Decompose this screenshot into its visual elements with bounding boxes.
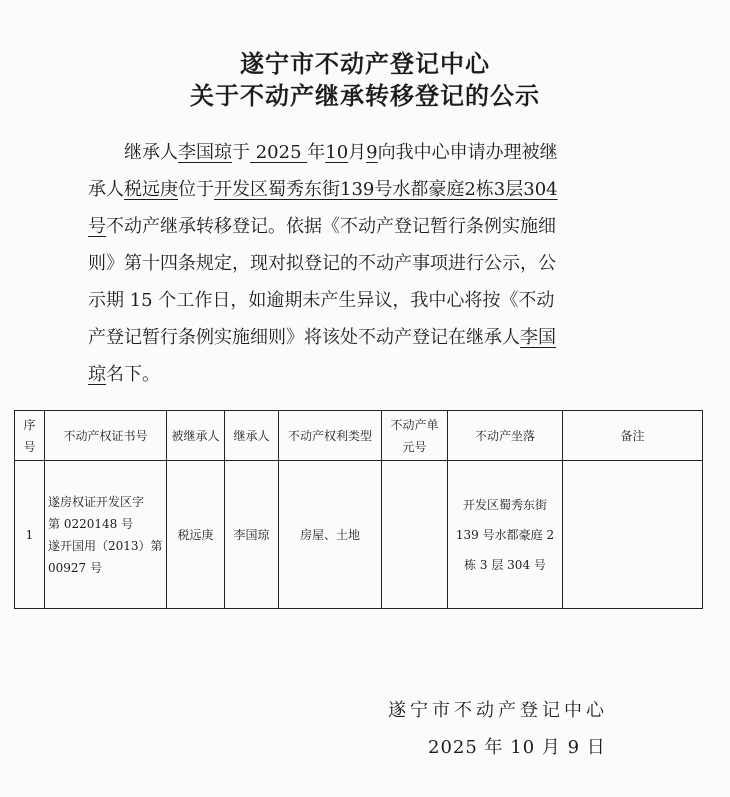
deceased-name: 税远庚 [124, 179, 178, 200]
cell-location: 开发区蜀秀东街 139 号水都豪庭 2 栋 3 层 304 号 [448, 461, 563, 609]
col-header-unit-no: 不动产单元号 [382, 411, 448, 461]
apply-year: 2025 [250, 142, 308, 163]
cell-right-type: 房屋、土地 [279, 461, 382, 609]
col-header-remark: 备注 [563, 411, 703, 461]
signature-org: 遂宁市不动产登记中心 [388, 700, 608, 721]
notice-body [88, 134, 628, 393]
property-table [14, 410, 703, 609]
body-line-5: 示期 15 个工作日，如逾期未产生异议，我中心将按《不动 [88, 290, 555, 311]
notice-title-org: 遂宁市不动产登记中心 [240, 50, 490, 78]
heir-name: 李国琼 [178, 142, 232, 163]
body-line-1: 继承人李国琼于 2025 年10月9向我中心申请办理被继 [124, 142, 558, 163]
body-line-3: 号不动产继承转移登记。依据《不动产登记暂行条例实施细 [88, 216, 556, 237]
cell-heir: 李国琼 [225, 461, 279, 609]
col-header-cert: 不动产权证书号 [45, 411, 167, 461]
property-address: 开发区蜀秀东街139号水都豪庭2栋3层304 [214, 179, 558, 200]
body-line-2: 承人税远庚位于开发区蜀秀东街139号水都豪庭2栋3层304 [88, 179, 558, 200]
cell-deceased: 税远庚 [167, 461, 225, 609]
cell-unit-no [382, 461, 448, 609]
apply-month: 10 [325, 142, 349, 163]
col-header-no: 序号 [15, 411, 45, 461]
cell-cert: 遂房权证开发区字 第 0220148 号 遂开国用（2013）第 00927 号 [45, 461, 167, 609]
table-row [15, 461, 703, 609]
cell-no: 1 [15, 461, 45, 609]
col-header-right-type: 不动产权利类型 [279, 411, 382, 461]
body-line-7: 琼名下。 [88, 364, 160, 385]
cell-remark [563, 461, 703, 609]
col-header-heir: 继承人 [225, 411, 279, 461]
col-header-location: 不动产坐落 [448, 411, 563, 461]
col-header-deceased: 被继承人 [167, 411, 225, 461]
apply-day: 9 [366, 142, 378, 163]
body-line-6: 产登记暂行条例实施细则》将该处不动产登记在继承人李国 [88, 327, 556, 348]
notice-title-subject: 关于不动产继承转移登记的公示 [190, 82, 540, 110]
table-header-row [15, 411, 703, 461]
signature-date: 2025 年 10 月 9 日 [428, 737, 606, 758]
body-line-4: 则》第十四条规定，现对拟登记的不动产事项进行公示，公 [88, 253, 556, 274]
